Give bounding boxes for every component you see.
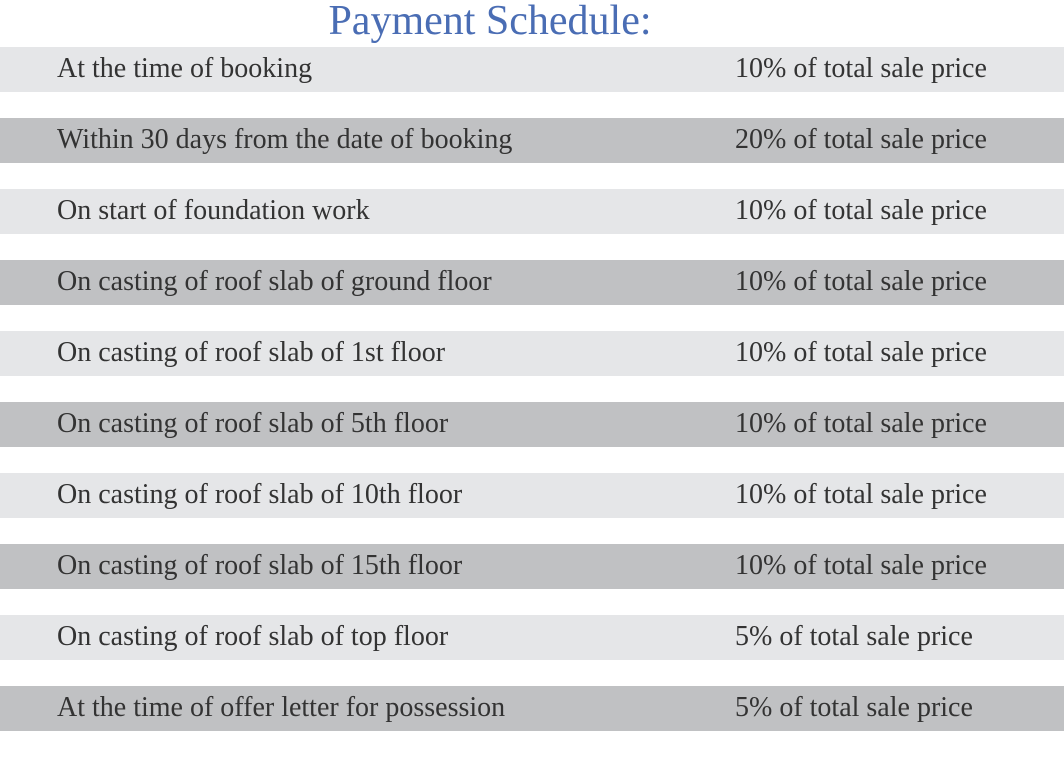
payment-amount: 10% of total sale price <box>735 550 987 581</box>
payment-stage: On casting of roof slab of 1st floor <box>57 337 446 368</box>
page-title: Payment Schedule: <box>328 0 652 44</box>
table-row <box>0 544 1064 589</box>
payment-stage: On start of foundation work <box>57 195 370 226</box>
payment-amount: 20% of total sale price <box>735 124 987 155</box>
table-row <box>0 686 1064 731</box>
payment-stage: On casting of roof slab of ground floor <box>57 266 492 297</box>
payment-amount: 10% of total sale price <box>735 479 987 510</box>
payment-amount: 10% of total sale price <box>735 408 987 439</box>
table-row <box>0 402 1064 447</box>
table-row <box>0 189 1064 234</box>
table-row <box>0 473 1064 518</box>
payment-amount: 5% of total sale price <box>735 621 973 652</box>
table-row <box>0 118 1064 163</box>
payment-stage: At the time of offer letter for possession <box>57 692 506 723</box>
payment-amount: 10% of total sale price <box>735 266 987 297</box>
payment-stage: On casting of roof slab of 5th floor <box>57 408 449 439</box>
table-row <box>0 615 1064 660</box>
table-row <box>0 47 1064 92</box>
payment-stage: On casting of roof slab of 10th floor <box>57 479 463 510</box>
payment-amount: 10% of total sale price <box>735 195 987 226</box>
payment-schedule-table <box>0 47 1064 757</box>
payment-stage: Within 30 days from the date of booking <box>57 124 513 155</box>
payment-stage: At the time of booking <box>57 53 313 84</box>
payment-amount: 5% of total sale price <box>735 692 973 723</box>
payment-amount: 10% of total sale price <box>735 53 987 84</box>
payment-amount: 10% of total sale price <box>735 337 987 368</box>
payment-stage: On casting of roof slab of 15th floor <box>57 550 463 581</box>
table-row <box>0 331 1064 376</box>
payment-stage: On casting of roof slab of top floor <box>57 621 449 652</box>
table-row <box>0 260 1064 305</box>
